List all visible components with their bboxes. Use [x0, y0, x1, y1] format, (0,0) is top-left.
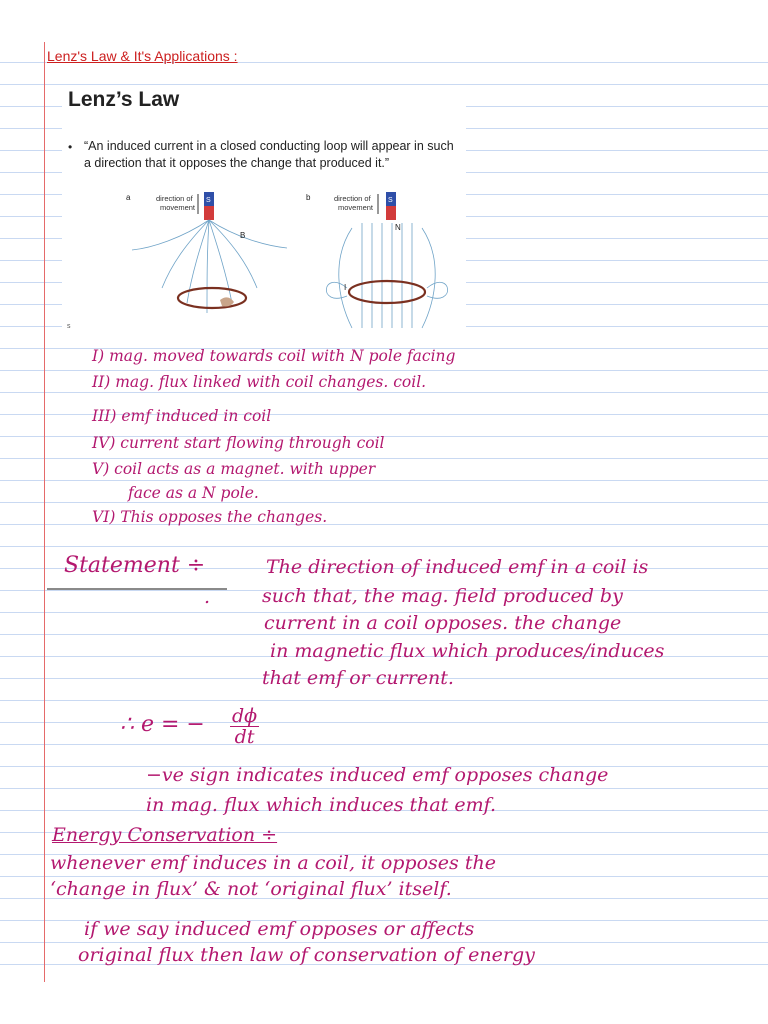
stray-mark: s	[67, 323, 71, 330]
formula-denominator: dt	[234, 726, 255, 748]
energy-line-3: if we say induced emf opposes or affects	[84, 918, 475, 940]
energy-line-1: whenever emf induces in a coil, it opposes the	[50, 852, 496, 874]
energy-line-4: original flux then law of conservation of energy	[78, 944, 535, 966]
slide-bullet: •	[68, 140, 73, 154]
page-footer-band	[0, 982, 768, 1024]
statement-underline	[47, 588, 227, 590]
formula-fraction	[230, 706, 259, 747]
panel-a-label-line2: movement	[160, 203, 196, 212]
slide-heading: Lenz’s Law	[68, 88, 180, 111]
step-5-continued: face as a N pole.	[128, 484, 259, 502]
statement-line-1: The direction of induced emf in a coil is	[266, 556, 649, 578]
explanation-line-2: in mag. flux which induces that emf.	[146, 794, 497, 816]
statement-line-4: in magnetic flux which produces/induces	[270, 640, 665, 662]
step-1: I) mag. moved towards coil with N pole facing	[92, 347, 456, 365]
panel-a-field-lines	[132, 220, 287, 313]
panel-b-magnet-north	[386, 206, 396, 220]
statement-bullet: .	[204, 586, 211, 608]
statement-line-2: such that, the mag. field produced by	[262, 585, 623, 607]
page-title: Lenz's Law & It's Applications :	[47, 48, 238, 64]
panel-b-pole-label: S	[388, 197, 393, 204]
step-6: VI) This opposes the changes.	[92, 508, 328, 526]
page-header-band	[0, 0, 768, 42]
panel-b-letter: b	[306, 193, 311, 202]
formula-lhs: ∴ e = −	[120, 712, 205, 737]
panel-b-induced-pole-label: N	[395, 223, 401, 232]
energy-conservation-title: Energy Conservation ÷	[52, 824, 278, 846]
panel-a-magnet-north	[204, 206, 214, 220]
panel-a-field-label: B	[240, 231, 246, 240]
explanation-line-1: −ve sign indicates induced emf opposes change	[146, 764, 609, 786]
statement-line-5: that emf or current.	[262, 667, 454, 689]
step-2: II) mag. flux linked with coil changes. coil.	[92, 373, 427, 391]
panel-b-label-line1: direction of	[334, 194, 371, 203]
lenz-law-slide-image	[62, 88, 466, 330]
step-4: IV) current start flowing through coil	[92, 434, 385, 452]
panel-a-label-line1: direction of	[156, 194, 193, 203]
statement-line-3: current in a coil opposes. the change	[264, 612, 622, 634]
step-5: V) coil acts as a magnet. with upper	[92, 460, 376, 478]
panel-b-current-label: I	[344, 283, 347, 292]
step-3: III) emf induced in coil	[92, 407, 272, 425]
panel-a-pole-label: S	[206, 197, 211, 204]
panel-a-letter: a	[126, 193, 131, 202]
formula-numerator: dϕ	[232, 705, 258, 727]
panel-b-coil	[349, 281, 425, 303]
magnet-coil-diagram	[62, 188, 466, 330]
panel-b-field-lines	[326, 223, 447, 328]
statement-label: Statement ÷	[64, 553, 206, 578]
energy-line-2: ‘change in flux’ & not ‘original flux’ itself.	[50, 878, 452, 900]
lenz-law-quote: “An induced current in a closed conducting loop will appear in such a direction that it opposes the change that produced it.”	[84, 139, 454, 170]
margin-line	[44, 42, 45, 982]
panel-b-label-line2: movement	[338, 203, 374, 212]
